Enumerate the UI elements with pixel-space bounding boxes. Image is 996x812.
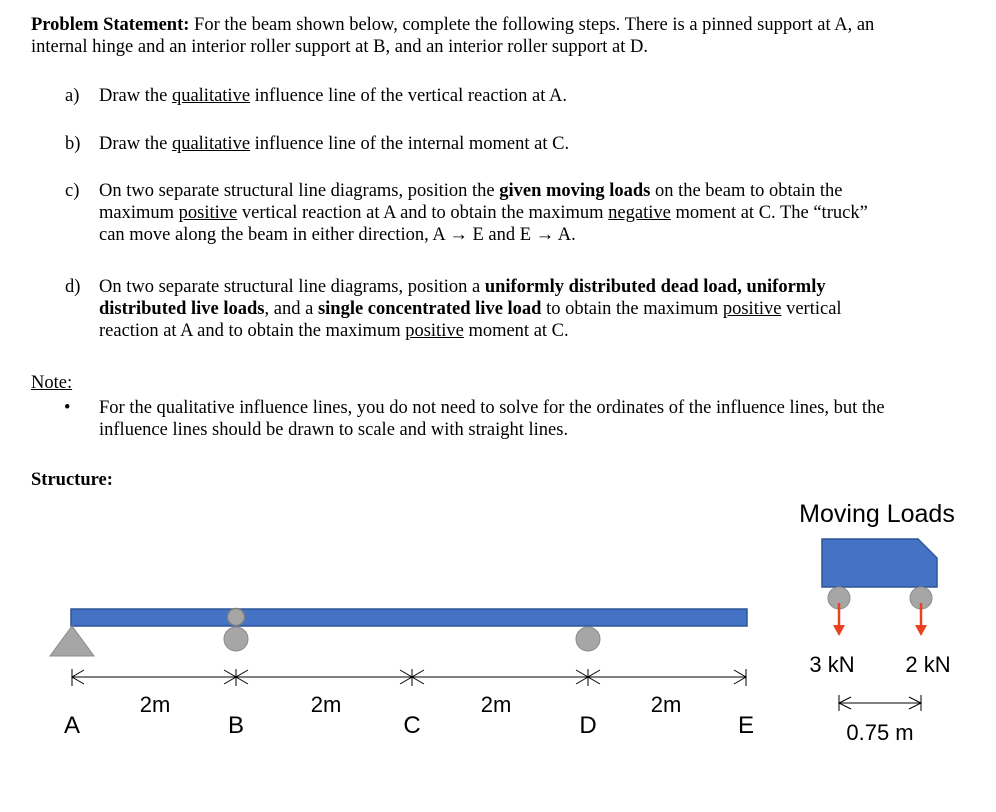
step-a: a) Draw the qualitative influence line of the vertical reaction at A. (65, 86, 567, 106)
load-label-3kn: 3 kN (809, 652, 855, 677)
problem-line-2: internal hinge and an interior roller support at B, and an interior roller support at D. (31, 37, 649, 57)
spacing-dimension (839, 695, 921, 711)
span-label-cd: 2m (480, 692, 512, 717)
load-label-2kn: 2 kN (905, 652, 951, 677)
moving-loads-title: Moving Loads (799, 500, 955, 528)
pin-support-a (50, 626, 94, 656)
point-label-a: A (63, 712, 81, 739)
beam (71, 609, 747, 626)
step-d: d) On two separate structural line diagrams, position a uniformly distributed dead load, uniformly distributed live loads, and a single concentrated live load to obtain the maximum positive vertical reaction at A and to obtain the maximum positive moment at C. (65, 277, 842, 341)
span-label-ab: 2m (139, 692, 171, 717)
spacing-label: 0.75 m (846, 720, 914, 745)
note-bullet: • (64, 398, 71, 418)
point-label-c: C (403, 712, 421, 739)
roller-support-d (576, 627, 600, 651)
note-text: For the qualitative influence lines, you do not need to solve for the ordinates of the influence lines, but the influence lines should be drawn to scale and with straight lines. (99, 398, 885, 440)
point-label-d: D (579, 712, 597, 739)
span-label-de: 2m (650, 692, 682, 717)
load-arrow-2kn-head (915, 625, 927, 636)
internal-hinge-b (228, 609, 245, 626)
truck-body (822, 539, 937, 587)
step-c: c) On two separate structural line diagrams, position the given moving loads on the beam to obtain the maximum positive vertical reaction at A and to obtain the maximum negative moment at C. The “truck” can move along the beam in either direction, A → E and E → A. (65, 181, 868, 245)
note-label: Note: (31, 373, 73, 393)
dimension-line (72, 669, 746, 686)
problem-label: Problem Statement: (31, 15, 190, 35)
structure-label: Structure: (31, 470, 113, 490)
roller-support-b (224, 627, 248, 651)
span-label-bc: 2m (310, 692, 342, 717)
step-b: b) Draw the qualitative influence line of the internal moment at C. (65, 134, 570, 154)
point-label-e: E (737, 712, 755, 739)
problem-line-1: Problem Statement: For the beam shown below, complete the following steps. There is a pinned support at A, an (31, 15, 875, 35)
point-label-b: B (227, 712, 245, 739)
load-arrow-3kn-head (833, 625, 845, 636)
